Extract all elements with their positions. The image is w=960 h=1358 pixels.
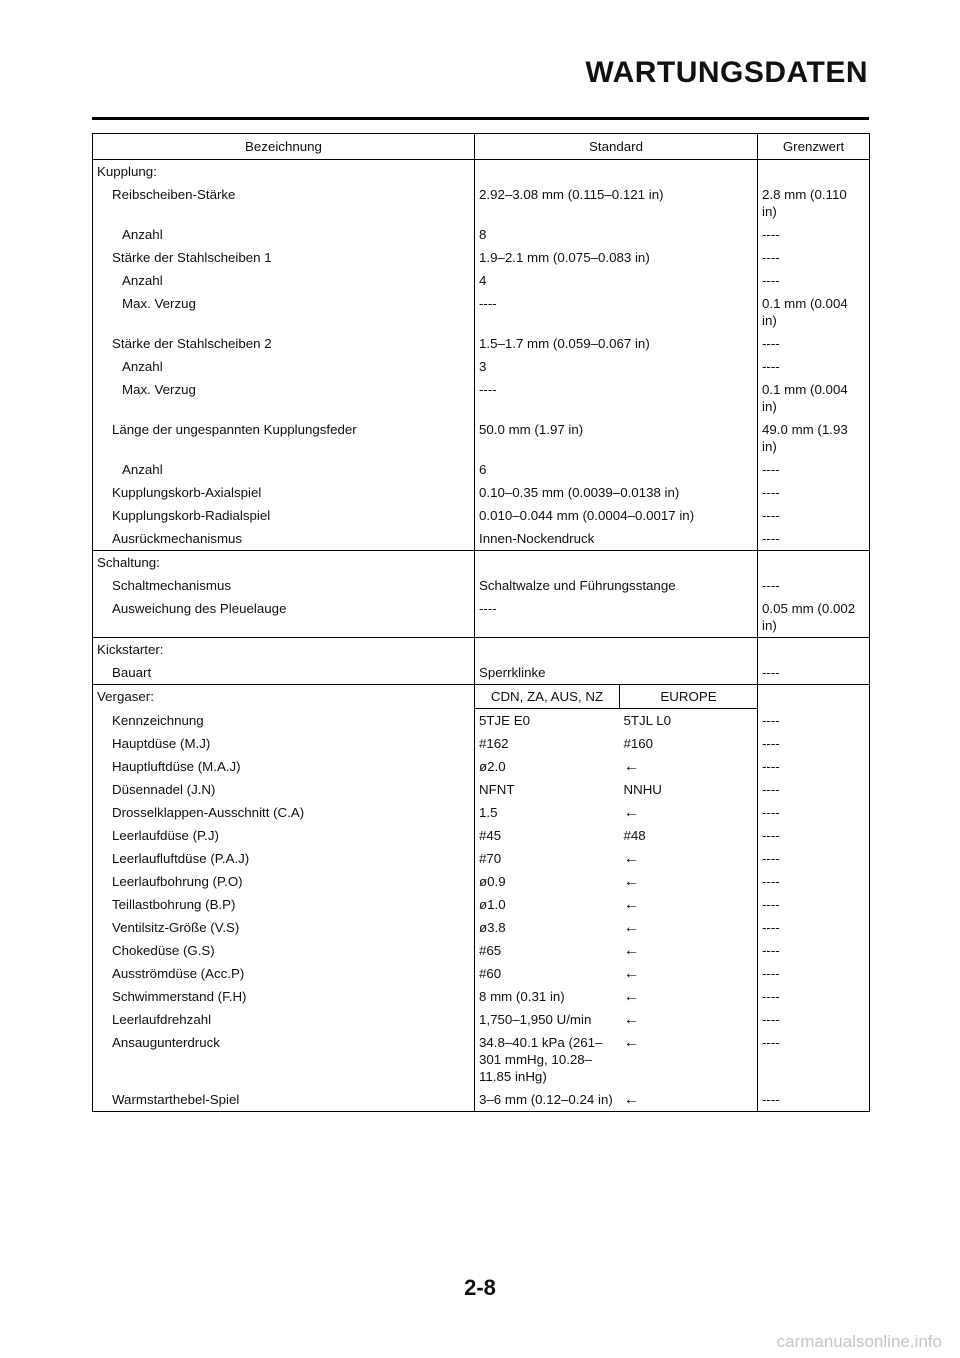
row-standard: 1.9–2.1 mm (0.075–0.083 in): [479, 250, 650, 265]
row-label: Hauptdüse (M.J): [93, 732, 475, 755]
row-standard: ----: [479, 382, 497, 397]
table-row: [93, 332, 870, 355]
row-value-cdn: #70: [479, 851, 502, 866]
empty-cell: [475, 160, 758, 184]
row-label: Anzahl: [93, 269, 475, 292]
empty-cell: [758, 160, 870, 184]
row-value-cdn: 1,750–1,950 U/min: [479, 1012, 592, 1027]
row-limit: ----: [758, 778, 870, 801]
section-heading: Kupplung:: [93, 160, 475, 184]
spec-table: [92, 133, 870, 1112]
empty-cell: [475, 551, 758, 575]
row-label: Warmstarthebel-Spiel: [93, 1088, 475, 1112]
row-limit: ----: [758, 223, 870, 246]
row-value-cdn: 3–6 mm (0.12–0.24 in): [475, 1088, 620, 1112]
row-value-europe: #48: [623, 828, 646, 843]
section-heading: Kickstarter:: [93, 638, 475, 662]
section-heading: Schaltung:: [93, 551, 475, 575]
row-limit: ----: [758, 481, 870, 504]
row-label: Anzahl: [93, 223, 475, 246]
table-row: [93, 709, 870, 733]
row-limit: ----: [758, 939, 870, 962]
table-row: [93, 183, 870, 223]
row-value-europe: 5TJL L0: [623, 713, 672, 728]
table-row: [93, 870, 870, 893]
empty-cell: [758, 685, 870, 709]
section-heading-row: [93, 551, 870, 575]
same-as-left-arrow-icon: ←: [623, 873, 640, 890]
table-row: [93, 985, 870, 1008]
row-limit: 0.1 mm (0.004 in): [758, 292, 870, 332]
table-row: [93, 355, 870, 378]
row-limit: ----: [758, 709, 870, 733]
table-row: [93, 597, 870, 638]
row-value-cdn: NFNT: [479, 782, 515, 797]
row-label: Düsennadel (J.N): [93, 778, 475, 801]
row-standard: 2.92–3.08 mm (0.115–0.121 in): [479, 187, 664, 202]
table-row: [93, 378, 870, 418]
section-heading: Vergaser:: [93, 685, 475, 709]
row-standard: 0.10–0.35 mm (0.0039–0.0138 in): [479, 485, 680, 500]
row-standard: Sperrklinke: [475, 661, 758, 685]
table-row: [93, 458, 870, 481]
table-row: [93, 292, 870, 332]
same-as-left-arrow-icon: ←: [623, 804, 640, 821]
row-limit: ----: [758, 893, 870, 916]
row-value-cdn: ø1.0: [479, 897, 506, 912]
row-label: Schaltmechanismus: [93, 574, 475, 597]
watermark: carmanualsonline.info: [776, 1332, 942, 1351]
row-limit: ----: [758, 246, 870, 269]
subheader-cdn-za-aus-nz: CDN, ZA, AUS, NZ: [475, 685, 620, 709]
table-row: [93, 755, 870, 778]
table-row: [93, 1031, 870, 1088]
table-row: [93, 824, 870, 847]
table-row: [93, 574, 870, 597]
section-vergaser: [93, 685, 870, 1112]
table-row: [93, 504, 870, 527]
row-value-europe: NNHU: [623, 782, 662, 797]
table-row: [93, 527, 870, 551]
empty-cell: [758, 551, 870, 575]
row-standard: ----: [475, 597, 758, 638]
table-row: [93, 661, 870, 685]
section-kupplung: [93, 160, 870, 551]
table-row: [93, 418, 870, 458]
row-limit: ----: [758, 355, 870, 378]
row-label: Anzahl: [93, 355, 475, 378]
row-value-cdn: 5TJE E0: [479, 713, 530, 728]
row-limit: ----: [758, 661, 870, 685]
row-value-cdn: #65: [479, 943, 502, 958]
row-limit: ----: [758, 847, 870, 870]
row-limit: ----: [758, 332, 870, 355]
row-limit: ----: [758, 269, 870, 292]
row-standard: 50.0 mm (1.97 in): [479, 422, 584, 437]
row-label: Ausströmdüse (Acc.P): [93, 962, 475, 985]
column-header-bezeichnung: Bezeichnung: [93, 134, 475, 160]
page-title: WARTUNGSDATEN: [585, 56, 868, 89]
same-as-left-arrow-icon: ←: [623, 1034, 640, 1051]
row-label: Max. Verzug: [93, 292, 475, 332]
table-header-row: [93, 134, 870, 160]
row-label: Stärke der Stahlscheiben 1: [93, 246, 475, 269]
column-header-standard: Standard: [475, 134, 758, 160]
row-label: Anzahl: [93, 458, 475, 481]
row-limit: ----: [758, 962, 870, 985]
row-value-cdn: 8 mm (0.31 in): [479, 989, 565, 1004]
same-as-left-arrow-icon: ←: [623, 919, 640, 936]
row-limit: ----: [758, 1008, 870, 1031]
row-limit: ----: [758, 824, 870, 847]
row-label: Ansaugunterdruck: [93, 1031, 475, 1088]
row-standard: 6: [479, 462, 487, 477]
row-label: Leerlaufdrehzahl: [93, 1008, 475, 1031]
row-label: Drosselklappen-Ausschnitt (C.A): [93, 801, 475, 824]
row-value-cdn: ø0.9: [479, 874, 506, 889]
row-limit: 2.8 mm (0.110 in): [758, 183, 870, 223]
row-limit: ----: [758, 755, 870, 778]
row-standard: 1.5–1.7 mm (0.059–0.067 in): [479, 336, 650, 351]
row-label: Ausweichung des Pleuelauge: [93, 597, 475, 638]
page-number: 2-8: [464, 1275, 496, 1300]
same-as-left-arrow-icon: ←: [623, 758, 640, 775]
same-as-left-arrow-icon: ←: [623, 1011, 640, 1028]
row-limit: 0.05 mm (0.002 in): [758, 597, 870, 638]
row-standard: 4: [479, 273, 487, 288]
row-value-cdn: #45: [479, 828, 502, 843]
row-label: Schwimmerstand (F.H): [93, 985, 475, 1008]
row-value-cdn: #162: [479, 736, 509, 751]
table-row: [93, 893, 870, 916]
table-row: [93, 481, 870, 504]
table-row: [93, 916, 870, 939]
row-value-cdn: 34.8–40.1 kPa (261–301 mmHg, 10.28–11.85 inHg): [479, 1035, 603, 1084]
row-label: Teillastbohrung (B.P): [93, 893, 475, 916]
same-as-left-arrow-icon: ←: [623, 942, 640, 959]
row-label: Kupplungskorb-Axialspiel: [93, 481, 475, 504]
row-standard: 0.010–0.044 mm (0.0004–0.0017 in): [479, 508, 695, 523]
subheader-europe: EUROPE: [620, 685, 758, 709]
row-value-cdn: ø3.8: [479, 920, 506, 935]
row-limit: ----: [758, 458, 870, 481]
row-label: Kennzeichnung: [93, 709, 475, 733]
same-as-left-arrow-icon: ←: [623, 988, 640, 1005]
row-limit: ----: [758, 1031, 870, 1088]
row-value-cdn: 1.5: [479, 805, 498, 820]
row-limit: 0.1 mm (0.004 in): [758, 378, 870, 418]
row-standard: 8: [479, 227, 487, 242]
row-label: Leerlaufluftdüse (P.A.J): [93, 847, 475, 870]
same-as-left-arrow-icon: ←: [623, 965, 640, 982]
column-header-grenzwert: Grenzwert: [758, 134, 870, 160]
row-label: Leerlaufbohrung (P.O): [93, 870, 475, 893]
same-as-left-arrow-icon: ←: [623, 850, 640, 867]
row-label: Bauart: [93, 661, 475, 685]
row-label: Leerlaufdüse (P.J): [93, 824, 475, 847]
row-value-cdn: #60: [479, 966, 502, 981]
row-label: Chokedüse (G.S): [93, 939, 475, 962]
table-row: [93, 962, 870, 985]
section-heading-row: [93, 160, 870, 184]
row-standard: Innen-Nockendruck: [475, 527, 758, 551]
same-as-left-arrow-icon: ←: [620, 1088, 758, 1112]
row-label: Länge der ungespannten Kupplungsfeder: [93, 418, 475, 458]
table-row: [93, 1008, 870, 1031]
row-limit: ----: [758, 870, 870, 893]
row-standard: Schaltwalze und Führungsstange: [479, 578, 676, 593]
row-label: Max. Verzug: [93, 378, 475, 418]
row-limit: ----: [758, 527, 870, 551]
table-row: [93, 246, 870, 269]
table-row: [93, 223, 870, 246]
empty-cell: [758, 638, 870, 662]
title-rule: [92, 117, 869, 120]
row-value-cdn: ø2.0: [479, 759, 506, 774]
row-limit: ----: [758, 985, 870, 1008]
row-limit: ----: [758, 574, 870, 597]
table-row: [93, 801, 870, 824]
row-limit: ----: [758, 801, 870, 824]
table-row: [93, 1088, 870, 1112]
row-label: Ausrückmechanismus: [93, 527, 475, 551]
row-limit: 49.0 mm (1.93 in): [758, 418, 870, 458]
row-limit: ----: [758, 504, 870, 527]
same-as-left-arrow-icon: ←: [623, 896, 640, 913]
row-label: Hauptluftdüse (M.A.J): [93, 755, 475, 778]
table-row: [93, 847, 870, 870]
section-heading-row: [93, 685, 870, 709]
row-label: Kupplungskorb-Radialspiel: [93, 504, 475, 527]
row-label: Ventilsitz-Größe (V.S): [93, 916, 475, 939]
section-heading-row: [93, 638, 870, 662]
row-limit: ----: [758, 732, 870, 755]
empty-cell: [475, 638, 758, 662]
row-limit: ----: [758, 1088, 870, 1112]
table-row: [93, 939, 870, 962]
row-value-europe: #160: [623, 736, 654, 751]
row-label: Stärke der Stahlscheiben 2: [93, 332, 475, 355]
section-kickstarter: [93, 638, 870, 685]
row-limit: ----: [758, 916, 870, 939]
table-row: [93, 269, 870, 292]
section-schaltung: [93, 551, 870, 638]
row-standard: 3: [479, 359, 487, 374]
row-standard: ----: [479, 296, 497, 311]
row-label: Reibscheiben-Stärke: [93, 183, 475, 223]
table-row: [93, 778, 870, 801]
table-row: [93, 732, 870, 755]
